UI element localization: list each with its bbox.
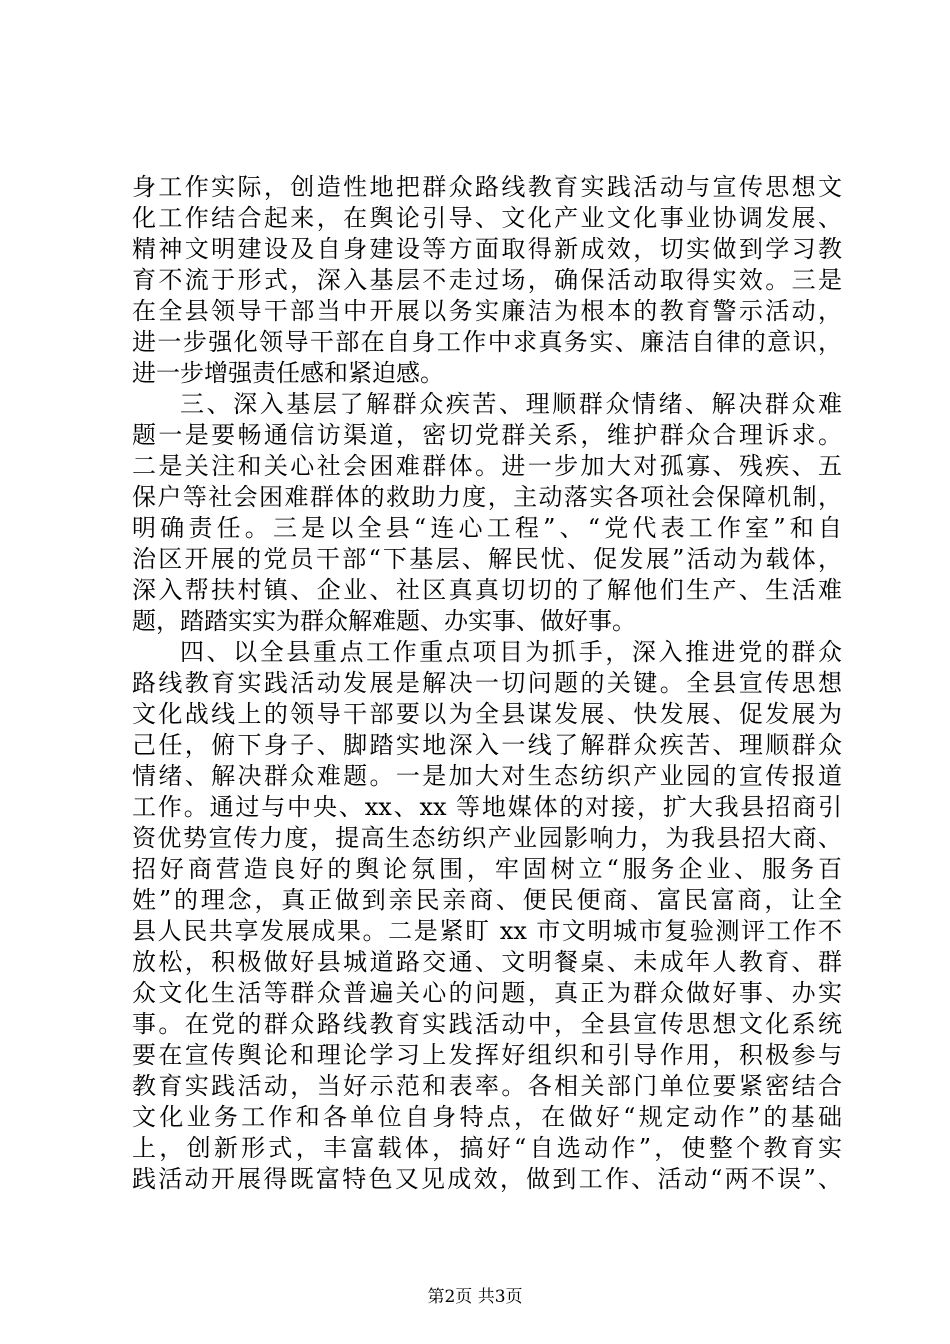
text-line: 明确责任。三是以全县“连心工程”、“党代表工作室”和自 <box>132 514 842 542</box>
text-line: 教育实践活动，当好示范和表率。各相关部门单位要紧密结合 <box>132 1072 842 1100</box>
text-line: 深入帮扶村镇、企业、社区真真切切的了解他们生产、生活难 <box>132 576 842 604</box>
text-line: 县人民共享发展成果。二是紧盯 xx 市文明城市复验测评工作不 <box>132 917 842 945</box>
text-line: 在全县领导干部当中开展以务实廉洁为根本的教育警示活动， <box>132 297 842 325</box>
text-line: 上，创新形式，丰富载体，搞好“自选动作”，使整个教育实 <box>132 1134 842 1162</box>
text-line: 工作。通过与中央、xx、xx 等地媒体的对接，扩大我县招商引 <box>132 793 842 821</box>
text-line: 进一步增强责任感和紧迫感。 <box>132 359 444 387</box>
text-line: 情绪、解决群众难题。一是加大对生态纺织产业园的宣传报道 <box>132 762 842 790</box>
paragraph-3 <box>132 637 842 1195</box>
text-line: 践活动开展得既富特色又见成效，做到工作、活动“两不误”、 <box>132 1165 842 1193</box>
text-line: 育不流于形式，深入基层不走过场，确保活动取得实效。三是 <box>132 266 842 294</box>
page-footer <box>0 1282 950 1307</box>
paragraph-1 <box>132 172 842 389</box>
text-line: 事。在党的群众路线教育实践活动中，全县宣传思想文化系统 <box>132 1010 842 1038</box>
text-line: 众文化生活等群众普遍关心的问题，真正为群众做好事、办实 <box>132 979 842 1007</box>
text-line: 精神文明建设及自身建设等方面取得新成效，切实做到学习教 <box>132 235 842 263</box>
text-line: 二是关注和关心社会困难群体。进一步加大对孤寡、残疾、五 <box>132 452 842 480</box>
text-line: 文化战线上的领导干部要以为全县谋发展、快发展、促发展为 <box>132 700 842 728</box>
text-line: 路线教育实践活动发展是解决一切问题的关键。全县宣传思想 <box>132 669 842 697</box>
page-number-label: 第2页 共3页 <box>427 1287 523 1307</box>
text-line: 保户等社会困难群体的救助力度，主动落实各项社会保障机制， <box>132 483 842 511</box>
document-body <box>132 172 842 1195</box>
text-line: 招好商营造良好的舆论氛围，牢固树立“服务企业、服务百 <box>132 855 842 883</box>
text-line: 进一步强化领导干部在自身工作中求真务实、廉洁自律的意识， <box>132 328 842 356</box>
text-line: 四、以全县重点工作重点项目为抓手，深入推进党的群众 <box>180 638 842 666</box>
text-line: 己任，俯下身子、脚踏实地深入一线了解群众疾苦、理顺群众 <box>132 731 842 759</box>
text-line: 题一是要畅通信访渠道，密切党群关系，维护群众合理诉求。 <box>132 421 842 449</box>
text-line: 治区开展的党员干部“下基层、解民忧、促发展”活动为载体， <box>132 545 842 573</box>
text-line: 文化业务工作和各单位自身特点，在做好“规定动作”的基础 <box>132 1103 842 1131</box>
text-line: 化工作结合起来，在舆论引导、文化产业文化事业协调发展、 <box>132 204 842 232</box>
text-line: 身工作实际，创造性地把群众路线教育实践活动与宣传思想文 <box>132 173 842 201</box>
text-line: 资优势宣传力度，提高生态纺织产业园影响力，为我县招大商、 <box>132 824 842 852</box>
text-line: 放松，积极做好县城道路交通、文明餐桌、未成年人教育、群 <box>132 948 842 976</box>
text-line: 姓”的理念，真正做到亲民亲商、便民便商、富民富商，让全 <box>132 886 842 914</box>
text-line: 题，踏踏实实为群众解难题、办实事、做好事。 <box>132 607 636 635</box>
text-line: 要在宣传舆论和理论学习上发挥好组织和引导作用，积极参与 <box>132 1041 842 1069</box>
paragraph-2 <box>132 389 842 637</box>
text-line: 三、深入基层了解群众疾苦、理顺群众情绪、解决群众难 <box>180 390 842 418</box>
